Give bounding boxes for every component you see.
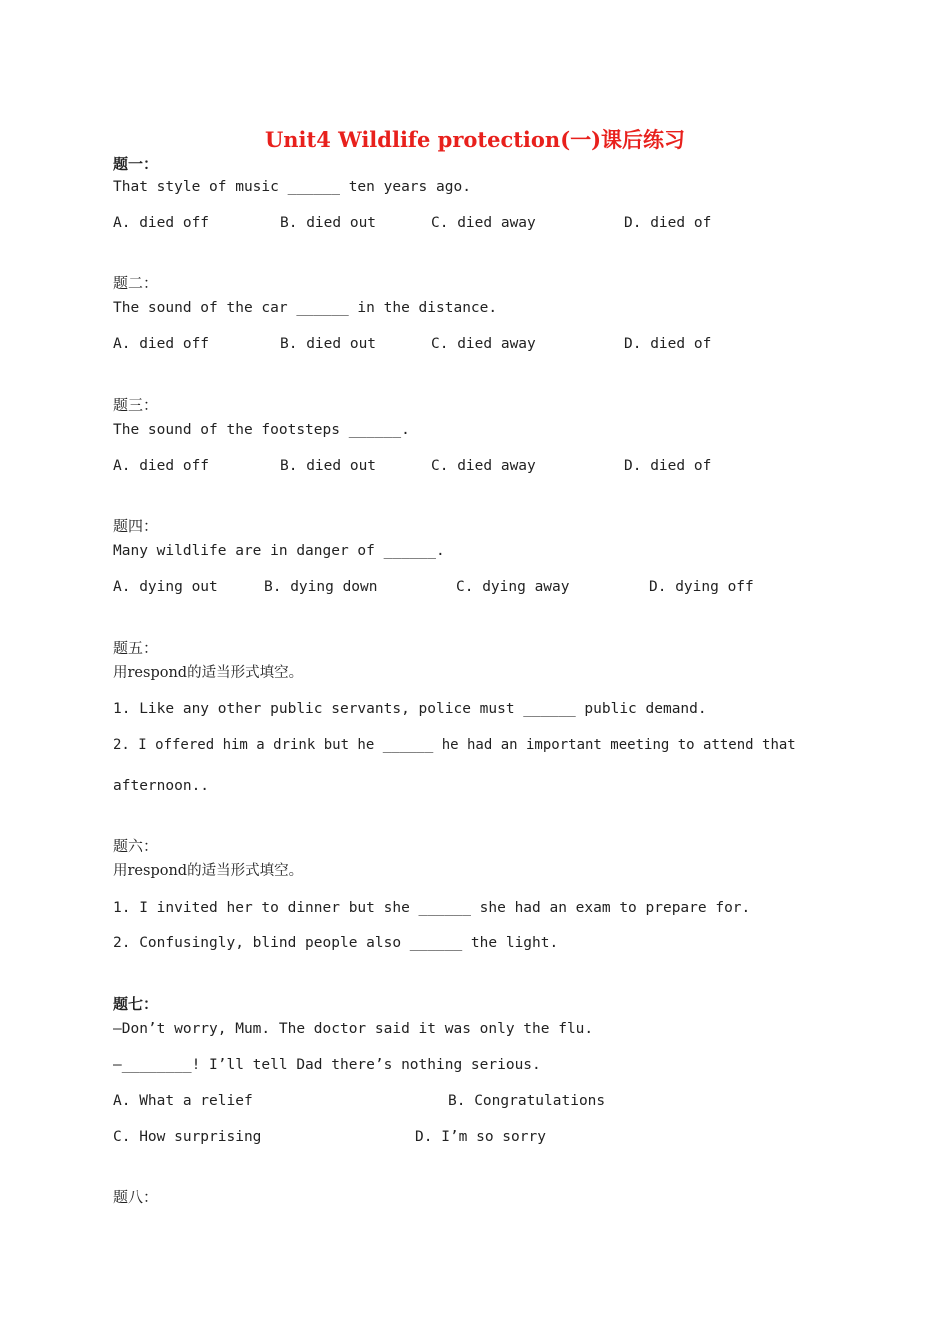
q8-label: 题八： [113,1188,159,1206]
q2-option-b: B. died out [280,336,377,352]
q7-option-a: A. What a relief [113,1093,253,1109]
q5-label: 题五： [113,639,159,657]
q3-stem: The sound of the footsteps ______. [113,422,410,438]
q7-label: 题七： [113,995,159,1013]
q2-option-a: A. died off [113,336,210,352]
q4-label: 题四： [113,517,159,535]
q1-option-c: C. died away [431,215,536,231]
q5-item-1: 1. Like any other public servants, police must ______ public demand. [113,701,707,717]
q5-item-2-line-1: 2. I offered him a drink but he ______ he had an important meeting to attend that [113,737,796,753]
q6-item-1: 1. I invited her to dinner but she ______ she had an exam to prepare for. [113,900,751,916]
q2-label: 题二： [113,274,159,292]
q4-stem: Many wildlife are in danger of ______. [113,543,445,559]
q6-instruction: 用respond的适当形式填空。 [113,863,304,879]
q3-option-b: B. died out [280,458,377,474]
q7-dialogue-line-2: —________! I’ll tell Dad there’s nothing serious. [113,1057,541,1073]
q7-option-c: C. How surprising [113,1129,262,1145]
q2-option-c: C. died away [431,336,536,352]
q1-label: 题一： [113,155,159,173]
q6-label: 题六： [113,837,159,855]
q3-option-a: A. died off [113,458,210,474]
q4-option-b: B. dying down [264,579,378,595]
q3-option-d: D. died of [624,458,712,474]
q3-label: 题三： [113,396,159,414]
q1-option-a: A. died off [113,215,210,231]
document-title: Unit4 Wildlife protection(一)课后练习 [264,127,686,152]
q7-dialogue-line-1: —Don’t worry, Mum. The doctor said it was only the flu. [113,1021,594,1037]
q1-option-b: B. died out [280,215,377,231]
q5-item-2-line-2: afternoon.. [113,778,210,794]
q4-option-d: D. dying off [649,579,754,595]
q7-option-b: B. Congratulations [448,1093,606,1109]
q1-stem: That style of music ______ ten years ago. [113,179,471,195]
q3-option-c: C. died away [431,458,536,474]
q4-option-a: A. dying out [113,579,218,595]
q5-instruction: 用respond的适当形式填空。 [113,665,304,681]
q7-option-d: D. I’m so sorry [415,1129,546,1145]
q6-item-2: 2. Confusingly, blind people also ______ the light. [113,935,559,951]
q2-stem: The sound of the car ______ in the distance. [113,300,498,316]
q4-option-c: C. dying away [456,579,570,595]
q1-option-d: D. died of [624,215,712,231]
q2-option-d: D. died of [624,336,712,352]
